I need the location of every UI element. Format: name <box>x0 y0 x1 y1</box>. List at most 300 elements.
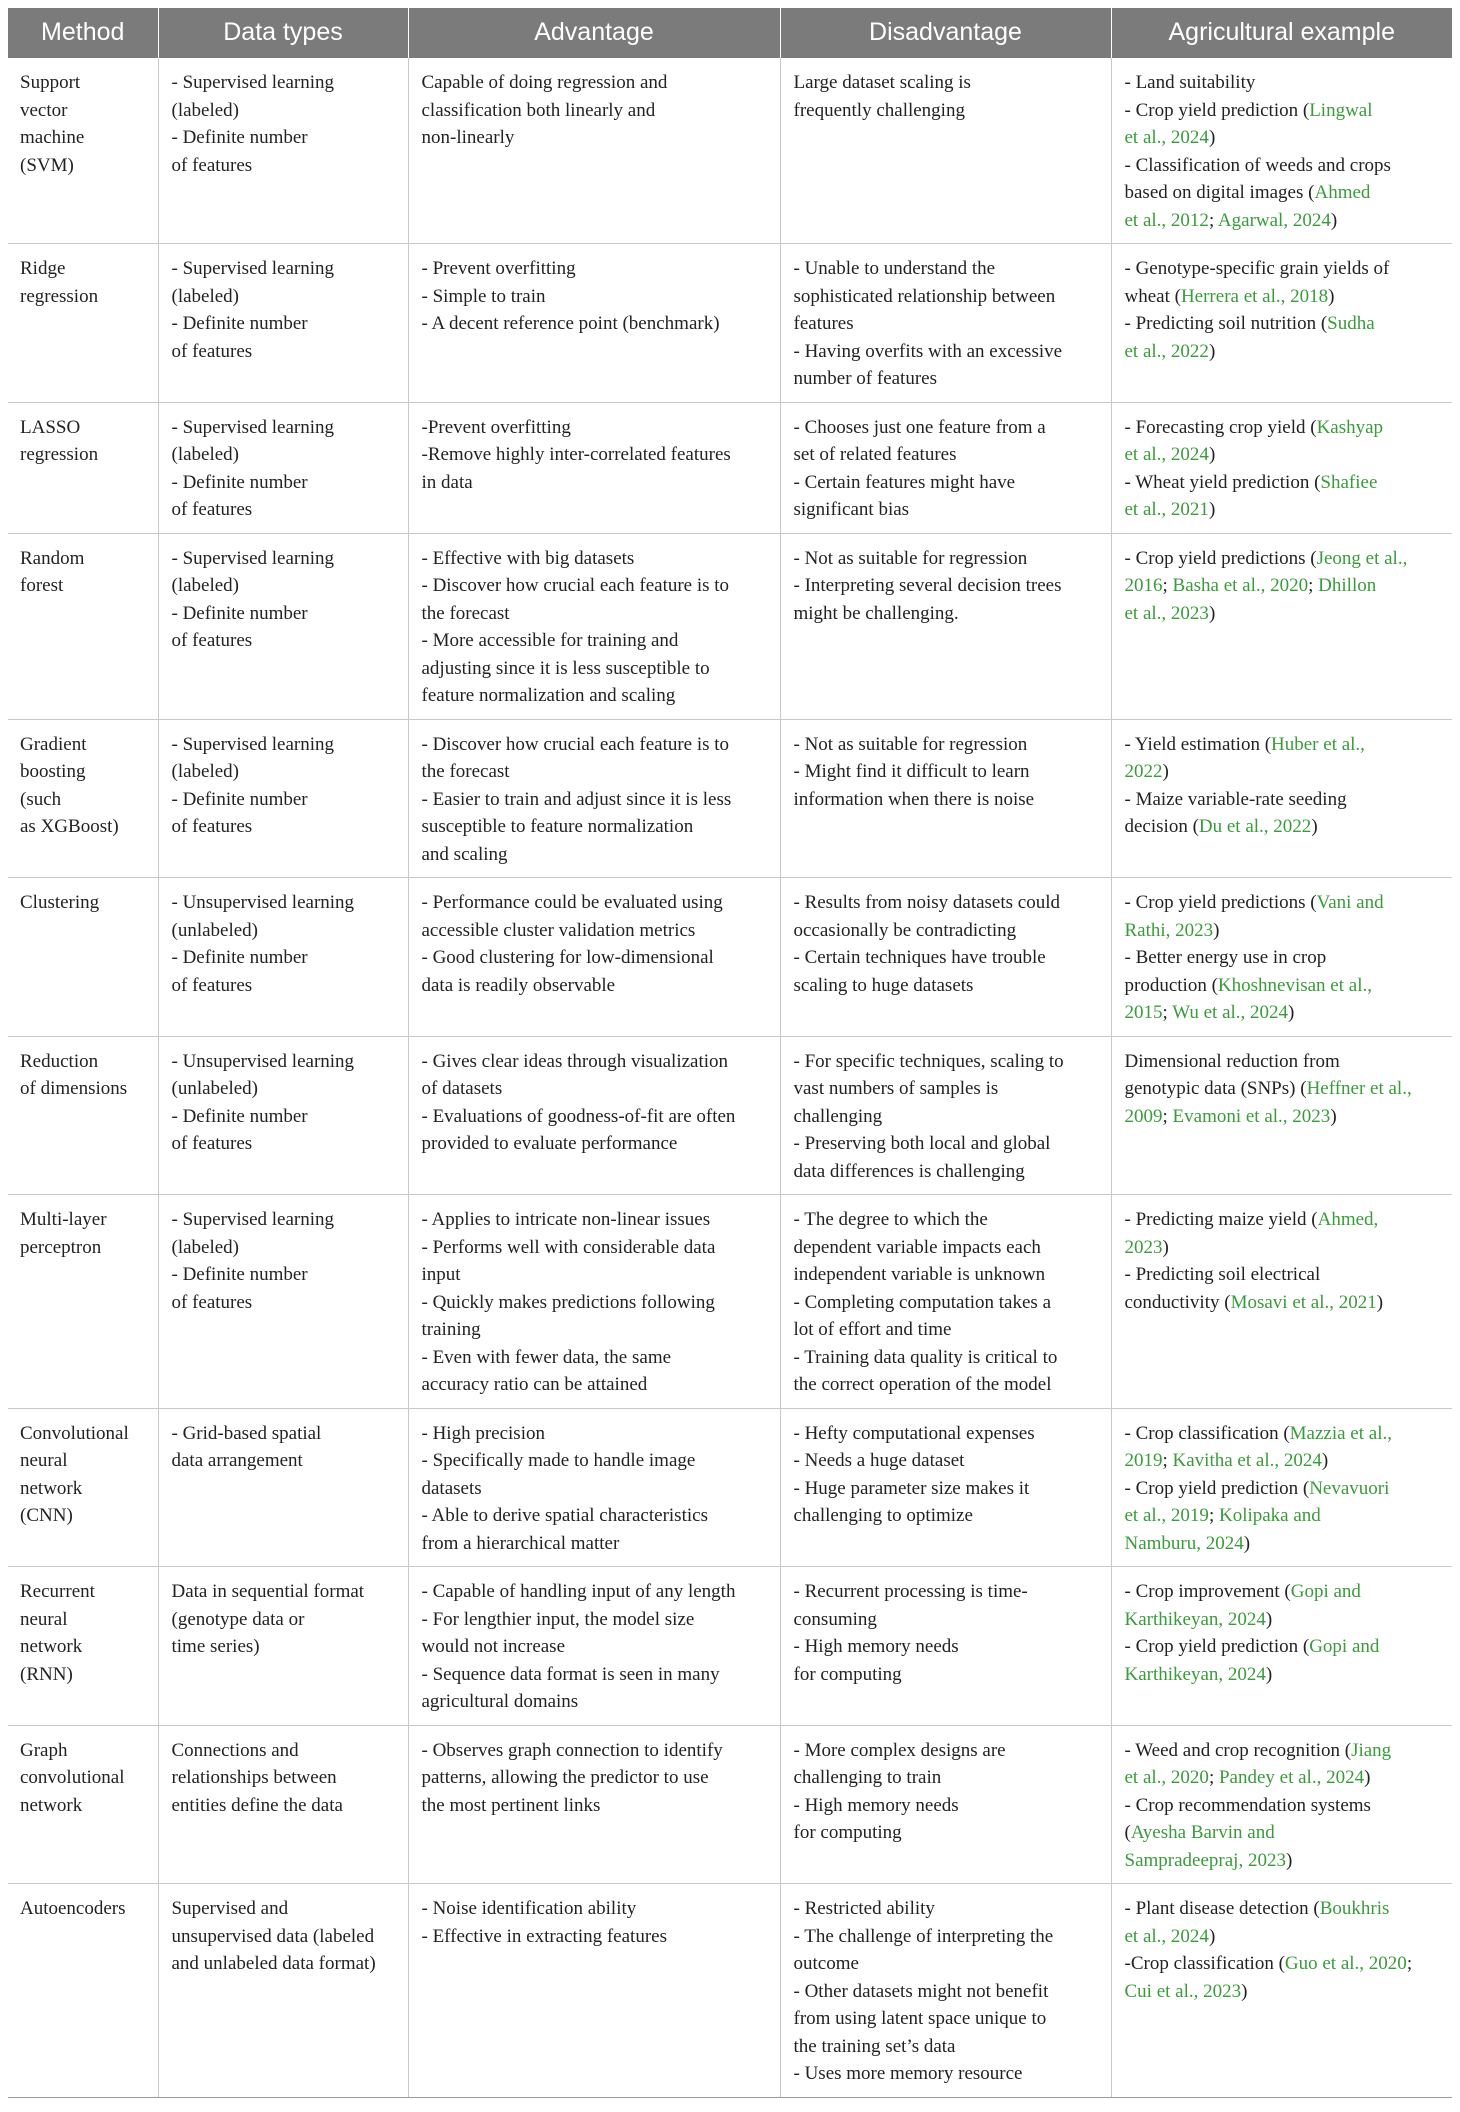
cell-line: provided to evaluate performance <box>421 1133 678 1154</box>
cell-line: (labeled) <box>171 99 240 121</box>
disadvantage-cell <box>780 58 1111 244</box>
advantage-cell <box>408 1567 780 1726</box>
example-text: ; <box>1162 1002 1173 1023</box>
cell-line: from a hierarchical matter <box>421 1532 620 1554</box>
example-text: - Crop yield prediction ( <box>1124 1636 1310 1657</box>
agricultural-example-cell <box>1111 1408 1452 1567</box>
cell-line: challenging to train <box>793 1767 942 1788</box>
data-types-cell <box>158 1408 408 1567</box>
example-text: ) <box>1265 1663 1273 1685</box>
cell-line: of features <box>171 816 253 837</box>
table-row <box>8 1567 1452 1726</box>
cell-line: - Definite number <box>171 127 308 148</box>
example-text: ) <box>1285 1849 1293 1871</box>
cell-line <box>1125 1420 1443 1448</box>
citation-link[interactable]: Sudha <box>1327 313 1375 334</box>
cell-line: challenging <box>793 1105 883 1127</box>
citation-link[interactable]: Lingwal <box>1309 99 1373 121</box>
cell-line: - Easier to train and adjust since it is less <box>421 788 732 810</box>
citation-link[interactable]: Ahmed, <box>1317 1209 1379 1230</box>
citation-link[interactable]: Jeong et al., <box>1316 547 1408 569</box>
cell-line: time series) <box>171 1636 260 1657</box>
cell-line: - Performance could be evaluated using <box>421 892 723 913</box>
citation-link[interactable]: 2019 <box>1124 1450 1163 1471</box>
cell-line: neural <box>20 1608 68 1630</box>
citation-link[interactable]: 2015 <box>1124 1002 1163 1023</box>
cell-line: - Certain features might have <box>793 471 1016 493</box>
cell-line <box>1125 1502 1443 1530</box>
cell-line: of features <box>171 974 253 996</box>
cell-line: (labeled) <box>171 575 240 596</box>
cell-line: - Supervised learning <box>171 547 335 569</box>
citation-link[interactable]: Mazzia et al., <box>1289 1422 1392 1444</box>
cell-line: - High precision <box>421 1422 545 1444</box>
citation-link[interactable]: 2023 <box>1124 1236 1163 1258</box>
disadvantage-cell <box>780 1884 1111 2098</box>
cell-line: - Certain techniques have trouble <box>793 947 1046 968</box>
cell-line: Reduction <box>20 1050 99 1072</box>
cell-line: of features <box>171 154 253 176</box>
cell-line <box>1125 1923 1443 1951</box>
disadvantage-cell <box>780 244 1111 403</box>
cell-line: - Uses more memory resource <box>793 2063 1023 2084</box>
advantage-cell <box>408 402 780 533</box>
cell-line <box>1125 1819 1443 1847</box>
cell-line: susceptible to feature normalization <box>421 816 694 837</box>
cell-line: machine <box>20 127 85 148</box>
citation-link[interactable]: et al., 2012 <box>1124 209 1209 231</box>
citation-link[interactable]: Heffner et al., <box>1306 1078 1412 1099</box>
cell-line: might be challenging. <box>793 602 959 624</box>
example-text: ) <box>1213 919 1220 941</box>
data-types-cell <box>158 1884 408 2098</box>
citation-link[interactable]: Huber et al., <box>1271 733 1365 755</box>
citation-link[interactable]: Jiang <box>1351 1739 1392 1761</box>
example-text: ) <box>1208 127 1216 148</box>
citation-link[interactable]: Mosavi et al., 2021 <box>1230 1291 1377 1313</box>
citation-link[interactable]: Gopi and <box>1290 1581 1361 1602</box>
cell-line: and scaling <box>421 843 508 865</box>
cell-line: of dimensions <box>20 1078 128 1099</box>
cell-line: - Discover how crucial each feature is to <box>421 575 730 596</box>
cell-line: - Results from noisy datasets could <box>793 892 1060 913</box>
cell-line <box>1125 572 1443 600</box>
example-text: wheat ( <box>1124 285 1181 307</box>
header-agricultural-example: Agricultural example <box>1111 8 1452 58</box>
citation-link[interactable]: Pandey et al., 2024 <box>1218 1767 1365 1788</box>
table-row <box>8 402 1452 533</box>
advantage-cell <box>408 1884 780 2098</box>
cell-line: significant bias <box>793 499 910 520</box>
cell-line <box>1125 124 1443 152</box>
citation-link[interactable]: Guo et al., 2020 <box>1284 1953 1407 1974</box>
cell-line <box>1125 1578 1443 1606</box>
cell-line: regression <box>20 444 99 465</box>
cell-line: for computing <box>793 1663 902 1685</box>
cell-line: - Discover how crucial each feature is to <box>421 733 730 755</box>
example-text: genotypic data (SNPs) ( <box>1124 1078 1307 1099</box>
example-text: - Weed and crop recognition ( <box>1124 1739 1352 1761</box>
table-row <box>8 1884 1452 2098</box>
citation-link[interactable]: Herrera et al., 2018 <box>1180 285 1329 307</box>
example-text: - Crop yield prediction ( <box>1124 1477 1310 1499</box>
cell-line: (labeled) <box>171 444 240 465</box>
example-text: ) <box>1208 1925 1216 1947</box>
citation-link[interactable]: 2016 <box>1124 575 1163 596</box>
cell-line <box>1125 1261 1443 1289</box>
cell-line: - Not as suitable for regression <box>793 547 1028 569</box>
cell-line <box>1125 600 1443 628</box>
method-cell <box>8 533 158 719</box>
cell-line: the correct operation of the model <box>793 1374 1052 1395</box>
cell-line: - Definite number <box>171 602 308 624</box>
example-text: - Crop yield predictions ( <box>1124 892 1317 913</box>
example-text: - Crop yield predictions ( <box>1124 547 1317 569</box>
example-text: decision ( <box>1124 816 1199 837</box>
cell-line: Multi-layer <box>20 1209 107 1230</box>
cell-line: perceptron <box>20 1236 102 1258</box>
cell-line: Data in sequential format <box>171 1581 365 1602</box>
cell-line <box>1125 731 1443 759</box>
cell-line: network <box>20 1477 83 1499</box>
citation-link[interactable]: Boukhris <box>1319 1898 1390 1919</box>
citation-link[interactable]: Kavitha et al., 2024 <box>1172 1450 1322 1471</box>
cell-line: - Supervised learning <box>171 72 335 93</box>
citation-link[interactable]: Rathi, 2023 <box>1124 919 1214 941</box>
cell-line: (labeled) <box>171 285 240 307</box>
cell-line <box>1125 889 1443 917</box>
cell-line: - Definite number <box>171 313 308 334</box>
citation-link[interactable]: et al., 2021 <box>1124 499 1209 520</box>
citation-link[interactable]: Nevavuori <box>1309 1477 1390 1499</box>
citation-link[interactable]: 2022 <box>1124 761 1163 782</box>
cell-line <box>1125 1289 1443 1317</box>
cell-line: - Unsupervised learning <box>171 892 355 913</box>
agricultural-example-cell <box>1111 533 1452 719</box>
example-text: - Maize variable-rate seeding <box>1124 788 1347 810</box>
cell-line: network <box>20 1794 83 1816</box>
cell-line: unsupervised data (labeled <box>171 1925 375 1947</box>
method-cell <box>8 1884 158 2098</box>
agricultural-example-cell <box>1111 1884 1452 2098</box>
cell-line <box>1125 338 1443 366</box>
cell-line <box>1125 69 1443 97</box>
cell-line: regression <box>20 285 99 307</box>
citation-link[interactable]: et al., 2024 <box>1124 127 1209 148</box>
cell-line: Connections and <box>171 1739 299 1761</box>
example-text: - Crop classification ( <box>1124 1422 1290 1444</box>
cell-line: - More complex designs are <box>793 1739 1006 1761</box>
cell-line: the forecast <box>421 602 510 624</box>
cell-line: patterns, allowing the predictor to use <box>421 1767 709 1788</box>
example-text: ; <box>1308 575 1319 596</box>
table-row <box>8 719 1452 878</box>
cell-line: challenging to optimize <box>793 1505 973 1526</box>
data-types-cell <box>158 878 408 1037</box>
cell-line: - Quickly makes predictions following <box>421 1291 715 1313</box>
cell-line: neural <box>20 1450 68 1471</box>
example-text: - Wheat yield prediction ( <box>1124 471 1321 493</box>
citation-link[interactable]: et al., 2023 <box>1124 602 1209 624</box>
data-types-cell <box>158 719 408 878</box>
cell-line: - Effective with big datasets <box>421 547 635 569</box>
example-text: ) <box>1330 1105 1337 1127</box>
cell-line: - Training data quality is critical to <box>793 1346 1058 1368</box>
cell-line: - Noise identification ability <box>421 1898 637 1919</box>
table-row <box>8 1725 1452 1884</box>
agricultural-example-cell <box>1111 402 1452 533</box>
example-text: ) <box>1328 285 1335 307</box>
cell-line: - Interpreting several decision trees <box>793 575 1062 596</box>
header-row <box>8 8 1452 58</box>
cell-line: and unlabeled data format) <box>171 1953 376 1974</box>
citation-link[interactable]: Vani and <box>1316 892 1384 913</box>
citation-link[interactable]: et al., 2019 <box>1124 1505 1209 1526</box>
data-types-cell <box>158 402 408 533</box>
citation-link[interactable]: Du et al., 2022 <box>1198 816 1312 837</box>
cell-line: training <box>421 1319 481 1340</box>
cell-line <box>1125 1792 1443 1820</box>
example-text: ) <box>1265 1608 1273 1630</box>
agricultural-example-cell <box>1111 878 1452 1037</box>
cell-line: - Supervised learning <box>171 1209 335 1230</box>
method-cell <box>8 1036 158 1195</box>
cell-line: frequently challenging <box>793 99 965 121</box>
cell-line <box>1125 441 1443 469</box>
example-text: - Predicting soil electrical <box>1124 1264 1321 1285</box>
cell-line <box>1125 545 1443 573</box>
cell-line: convolutional <box>20 1767 125 1788</box>
cell-line: dependent variable impacts each <box>793 1236 1041 1258</box>
cell-line: - Chooses just one feature from a <box>793 416 1046 438</box>
method-cell <box>8 1567 158 1726</box>
citation-link[interactable]: Ahmed <box>1314 182 1371 203</box>
citation-link[interactable]: Cui et al., 2023 <box>1124 1980 1242 2002</box>
example-text: ; <box>1208 209 1218 231</box>
cell-line <box>1125 1950 1443 1978</box>
example-text: ) <box>1243 1532 1251 1554</box>
advantage-cell <box>408 719 780 878</box>
cell-line: (unlabeled) <box>171 1078 259 1099</box>
citation-link[interactable]: Karthikeyan, 2024 <box>1124 1663 1266 1685</box>
citation-link[interactable]: Sampradeepraj, 2023 <box>1124 1849 1286 1871</box>
cell-line <box>1125 1978 1443 2006</box>
citation-link[interactable]: 2009 <box>1124 1105 1163 1127</box>
example-text: - Genotype-specific grain yields of <box>1124 258 1390 279</box>
example-text: ) <box>1376 1291 1384 1313</box>
cell-line <box>1125 310 1443 338</box>
advantage-cell <box>408 1408 780 1567</box>
citation-link[interactable]: Shafiee <box>1320 471 1378 493</box>
cell-line <box>1125 917 1443 945</box>
cell-line: non-linearly <box>421 127 515 148</box>
citation-link[interactable]: Evamoni et al., 2023 <box>1172 1105 1331 1127</box>
cell-line: - Having overfits with an excessive <box>793 340 1063 362</box>
example-text: ; <box>1162 575 1173 596</box>
cell-line: Capable of doing regression and <box>421 72 668 93</box>
citation-link[interactable]: Karthikeyan, 2024 <box>1124 1608 1266 1630</box>
example-text: ; <box>1208 1505 1219 1526</box>
citation-link[interactable]: et al., 2022 <box>1124 340 1209 362</box>
cell-line: - Definite number <box>171 788 308 810</box>
method-cell <box>8 402 158 533</box>
data-types-cell <box>158 1195 408 1409</box>
cell-line: Support <box>20 72 81 93</box>
cell-line: (labeled) <box>171 1236 240 1258</box>
agricultural-example-cell <box>1111 1036 1452 1195</box>
cell-line <box>1125 1206 1443 1234</box>
table-header <box>8 8 1452 58</box>
cell-line <box>1125 152 1443 180</box>
cell-line: - Unable to understand the <box>793 258 996 279</box>
cell-line: - Completing computation takes a <box>793 1291 1052 1313</box>
cell-line: - Needs a huge dataset <box>793 1450 965 1471</box>
citation-link[interactable]: et al., 2024 <box>1124 444 1209 465</box>
cell-line: the forecast <box>421 761 510 782</box>
cell-line: scaling to huge datasets <box>793 974 974 996</box>
method-cell <box>8 1195 158 1409</box>
example-text: production ( <box>1124 974 1218 996</box>
cell-line: - Good clustering for low-dimensional <box>421 947 714 968</box>
cell-line: information when there is noise <box>793 788 1035 810</box>
cell-line: (SVM) <box>20 154 74 176</box>
example-text: ) <box>1241 1980 1248 2002</box>
cell-line: consuming <box>793 1608 877 1630</box>
cell-line: would not increase <box>421 1636 566 1657</box>
cell-line: of features <box>171 630 253 651</box>
cell-line: - Preserving both local and global <box>793 1133 1051 1154</box>
citation-link[interactable]: et al., 2024 <box>1124 1925 1209 1947</box>
example-text: ) <box>1162 1236 1169 1258</box>
example-text: - Better energy use in crop <box>1124 947 1327 968</box>
cell-line: - Definite number <box>171 1264 308 1285</box>
example-text: ) <box>1208 499 1216 520</box>
cell-line <box>1125 496 1443 524</box>
example-text: conductivity ( <box>1124 1291 1231 1313</box>
cell-line <box>1125 1475 1443 1503</box>
cell-line: - Recurrent processing is time- <box>793 1581 1028 1602</box>
citation-link[interactable]: Basha et al., 2020 <box>1172 575 1309 596</box>
cell-line: Recurrent <box>20 1581 95 1602</box>
cell-line: - Definite number <box>171 1105 308 1127</box>
cell-line: classification both linearly and <box>421 99 656 121</box>
cell-line <box>1125 999 1443 1027</box>
data-types-cell <box>158 1567 408 1726</box>
cell-line: for computing <box>793 1822 902 1843</box>
table-row <box>8 533 1452 719</box>
advantage-cell <box>408 878 780 1037</box>
cell-line: LASSO <box>20 416 81 438</box>
cell-line: Large dataset scaling is <box>793 72 971 93</box>
data-types-cell <box>158 533 408 719</box>
cell-line: - Supervised learning <box>171 733 335 755</box>
example-text: - Yield estimation ( <box>1124 733 1272 755</box>
disadvantage-cell <box>780 402 1111 533</box>
cell-line <box>1125 1103 1443 1131</box>
cell-line <box>1125 469 1443 497</box>
cell-line <box>1125 1737 1443 1765</box>
cell-line: - Hefty computational expenses <box>793 1422 1035 1444</box>
method-cell <box>8 878 158 1037</box>
example-text: -Crop classification ( <box>1124 1953 1285 1974</box>
cell-line: of datasets <box>421 1078 503 1099</box>
cell-line: of features <box>171 1291 253 1313</box>
cell-line <box>1125 972 1443 1000</box>
ml-methods-table <box>8 8 1452 2098</box>
citation-link[interactable]: Dhillon <box>1318 575 1377 596</box>
agricultural-example-cell <box>1111 1725 1452 1884</box>
example-text: - Forecasting crop yield ( <box>1124 416 1317 438</box>
cell-line: sophisticated relationship between <box>793 285 1056 307</box>
cell-line <box>1125 1234 1443 1262</box>
cell-line: -Prevent overfitting <box>421 416 571 438</box>
cell-line <box>1125 1764 1443 1792</box>
cell-line <box>1125 414 1443 442</box>
example-text: ) <box>1208 444 1216 465</box>
advantage-cell <box>408 1036 780 1195</box>
cell-line: entities define the data <box>171 1794 343 1816</box>
cell-line: Ridge <box>20 258 66 279</box>
cell-line: data differences is challenging <box>793 1160 1025 1182</box>
cell-line: - Supervised learning <box>171 258 335 279</box>
cell-line: (labeled) <box>171 761 240 782</box>
table-row <box>8 1195 1452 1409</box>
table-body <box>8 58 1452 2097</box>
example-text: ; <box>1162 1450 1173 1471</box>
cell-line: - For lengthier input, the model size <box>421 1608 695 1630</box>
disadvantage-cell <box>780 1725 1111 1884</box>
citation-link[interactable]: Gopi and <box>1309 1636 1380 1657</box>
citation-link[interactable]: Kashyap <box>1316 416 1384 438</box>
cell-line: datasets <box>421 1477 482 1499</box>
example-text: - Plant disease detection ( <box>1124 1898 1320 1919</box>
example-text: ; <box>1406 1953 1413 1974</box>
cell-line: number of features <box>793 368 937 389</box>
cell-line: relationships between <box>171 1767 337 1788</box>
cell-line <box>1125 786 1443 814</box>
advantage-cell <box>408 533 780 719</box>
citation-link[interactable]: Ayesha Barvin and <box>1130 1822 1275 1843</box>
citation-link[interactable]: Agarwal, 2024 <box>1217 209 1331 231</box>
cell-line: - Not as suitable for regression <box>793 733 1028 755</box>
header-data-types: Data types <box>158 8 408 58</box>
citation-link[interactable]: Wu et al., 2024 <box>1172 1002 1289 1023</box>
cell-line: - Unsupervised learning <box>171 1050 355 1072</box>
cell-line: - Applies to intricate non-linear issues <box>421 1209 711 1230</box>
cell-line: - The degree to which the <box>793 1209 988 1230</box>
cell-line <box>1125 1530 1443 1558</box>
citation-link[interactable]: Kolipaka and <box>1218 1505 1321 1526</box>
example-text: based on digital images ( <box>1124 182 1315 203</box>
method-cell <box>8 244 158 403</box>
cell-line: - A decent reference point (benchmark) <box>421 313 720 334</box>
example-text: ) <box>1364 1767 1371 1788</box>
cell-line: Gradient <box>20 733 87 755</box>
example-text: ) <box>1330 209 1338 231</box>
cell-line: independent variable is unknown <box>793 1264 1046 1285</box>
cell-line: - Might find it difficult to learn <box>793 761 1030 782</box>
cell-line: - Prevent overfitting <box>421 258 576 279</box>
citation-link[interactable]: Namburu, 2024 <box>1124 1532 1244 1554</box>
agricultural-example-cell <box>1111 1195 1452 1409</box>
example-text: - Land suitability <box>1124 72 1256 93</box>
method-cell <box>8 58 158 244</box>
cell-line: Graph <box>20 1739 68 1761</box>
cell-line <box>1125 1633 1443 1661</box>
cell-line: - Simple to train <box>421 285 546 307</box>
citation-link[interactable]: et al., 2020 <box>1124 1767 1209 1788</box>
citation-link[interactable]: Khoshnevisan et al., <box>1217 974 1372 996</box>
